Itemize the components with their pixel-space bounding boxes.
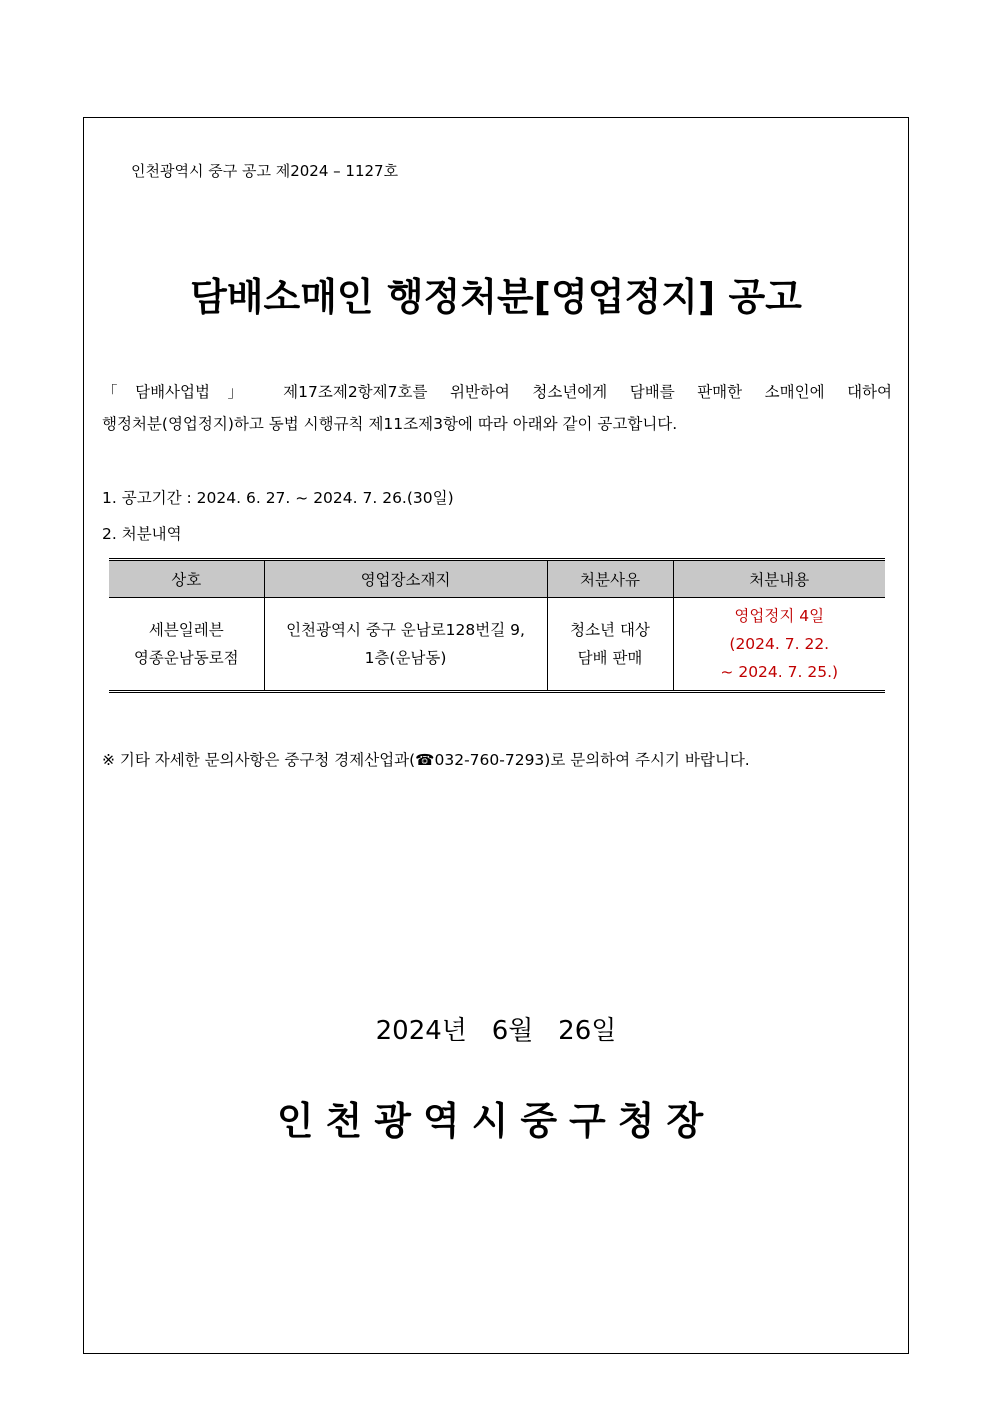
- header-action: 처분내용: [673, 561, 885, 598]
- disposition-table: [109, 558, 885, 693]
- cell-action: [673, 598, 885, 691]
- inquiry-note: ※ 기타 자세한 문의사항은 중구청 경제산업과(☎032-760-7293)로 문의하여 주시기 바랍니다.: [102, 751, 750, 769]
- document-title: 담배소매인 행정처분[영업정지] 공고: [190, 275, 802, 319]
- issuer-name: 인천광역시중구청장: [276, 1099, 716, 1143]
- business-name-line-1: 세븐일레븐: [148, 621, 224, 639]
- section-disposition-heading: 2. 처분내역: [102, 525, 182, 543]
- action-line-2: (2024. 7. 22.: [729, 635, 830, 653]
- reason-line-1: 청소년 대상: [570, 621, 650, 639]
- business-name-line-2: 영종운남동로점: [133, 649, 239, 667]
- action-line-1: 영업정지 4일: [734, 607, 825, 625]
- header-reason: 처분사유: [547, 561, 673, 598]
- header-business-name: 상호: [109, 561, 264, 598]
- reason-line-2: 담배 판매: [577, 649, 643, 667]
- address-line-2: 1층(운남동): [364, 649, 447, 667]
- cell-business-name: [109, 598, 264, 691]
- issue-date: 2024년 6월 26일: [375, 1016, 617, 1046]
- table-row: [109, 598, 885, 691]
- cell-address: [264, 598, 547, 691]
- notice-period: 1. 공고기간 : 2024. 6. 27. ~ 2024. 7. 26.(30일): [102, 489, 454, 507]
- action-line-3: ~ 2024. 7. 25.): [720, 663, 839, 681]
- intro-line-2: 행정처분(영업정지)하고 동법 시행규칙 제11조제3항에 따라 아래와 같이 공고합니다.: [102, 415, 678, 433]
- header-address: 영업장소재지: [264, 561, 547, 598]
- notice-number: 인천광역시 중구 공고 제2024 – 1127호: [131, 162, 399, 180]
- address-line-1: 인천광역시 중구 운남로128번길 9,: [286, 621, 525, 639]
- table-header-row: [109, 561, 885, 598]
- cell-reason: [547, 598, 673, 691]
- intro-line-1: 「담배사업법」 제17조제2항제7호를 위반하여 청소년에게 담배를 판매한 소매인에 대하여: [102, 383, 892, 401]
- intro-paragraph: [102, 376, 892, 440]
